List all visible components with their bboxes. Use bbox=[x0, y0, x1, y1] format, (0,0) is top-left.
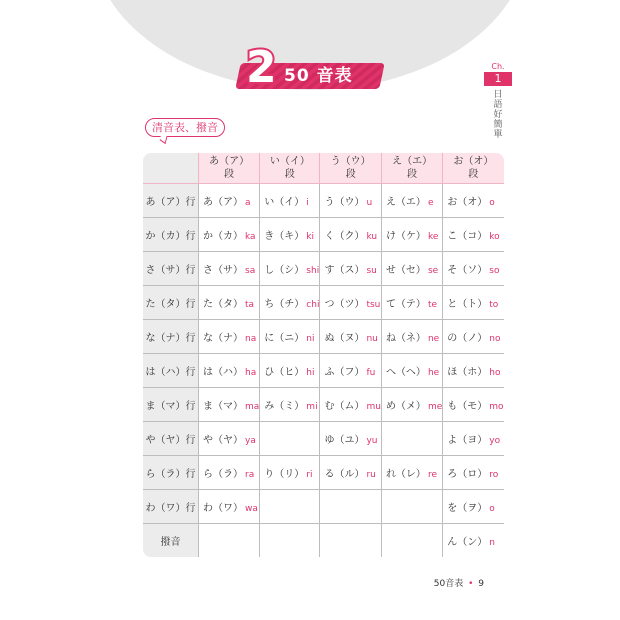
kana-text: ふ（フ） bbox=[324, 367, 365, 378]
kana-cell bbox=[381, 252, 442, 286]
chapter-marker bbox=[482, 62, 514, 140]
kana-cell bbox=[259, 388, 319, 422]
romaji-text: ha bbox=[245, 368, 257, 378]
kana-cell bbox=[442, 456, 503, 490]
row-header: か（カ）行 bbox=[143, 218, 198, 252]
kana-cell bbox=[198, 218, 259, 252]
kana-cell bbox=[198, 354, 259, 388]
romaji-text: ru bbox=[366, 470, 376, 480]
kana-cell bbox=[442, 252, 503, 286]
kana-cell bbox=[259, 524, 319, 557]
row-header: ま（マ）行 bbox=[143, 388, 198, 422]
romaji-text: hi bbox=[306, 368, 315, 378]
romaji-text: fu bbox=[366, 368, 376, 378]
kana-text: を（ヲ） bbox=[447, 503, 488, 514]
romaji-text: o bbox=[489, 198, 495, 208]
row-header: た（タ）行 bbox=[143, 286, 198, 320]
kana-cell bbox=[442, 354, 503, 388]
footer-separator: • bbox=[468, 579, 474, 589]
chapter-title: 日語好簡單 bbox=[493, 90, 503, 140]
kana-text: な（ナ） bbox=[203, 333, 243, 344]
kana-text: う（ウ） bbox=[324, 197, 365, 208]
kana-cell bbox=[198, 524, 259, 557]
kana-cell bbox=[259, 422, 319, 456]
kana-text: こ（コ） bbox=[447, 231, 488, 242]
romaji-text: so bbox=[489, 266, 500, 276]
table-row bbox=[143, 184, 504, 218]
row-header: な（ナ）行 bbox=[143, 320, 198, 354]
kana-cell bbox=[259, 320, 319, 354]
kana-cell bbox=[442, 320, 503, 354]
table-row bbox=[143, 320, 504, 354]
romaji-text: ke bbox=[427, 232, 439, 242]
kana-cell bbox=[381, 286, 442, 320]
kana-text: し（シ） bbox=[264, 265, 305, 276]
kana-cell bbox=[259, 354, 319, 388]
kana-cell bbox=[198, 286, 259, 320]
row-header: わ（ワ）行 bbox=[143, 490, 198, 524]
kana-text: ろ（ロ） bbox=[447, 469, 488, 480]
kana-cell bbox=[198, 184, 259, 218]
romaji-text: mo bbox=[489, 402, 504, 412]
romaji-text: ku bbox=[366, 232, 378, 242]
table-row bbox=[143, 456, 504, 490]
romaji-text: i bbox=[306, 198, 309, 208]
romaji-text: re bbox=[427, 470, 437, 480]
kana-text: き（キ） bbox=[264, 231, 305, 242]
kana-cell bbox=[442, 184, 503, 218]
kana-text: の（ノ） bbox=[447, 333, 488, 344]
row-header: や（ヤ）行 bbox=[143, 422, 198, 456]
kana-cell bbox=[381, 422, 442, 456]
kana-text: せ（セ） bbox=[385, 265, 426, 276]
kana-cell bbox=[198, 422, 259, 456]
romaji-text: o bbox=[489, 504, 495, 514]
kana-cell bbox=[259, 184, 319, 218]
kana-text: へ（ヘ） bbox=[385, 367, 426, 378]
section-tag: 清音表、撥音 bbox=[145, 118, 225, 137]
romaji-text: shi bbox=[306, 266, 320, 276]
romaji-text: ko bbox=[489, 232, 500, 242]
kana-cell bbox=[319, 218, 380, 252]
kana-cell bbox=[319, 490, 380, 524]
kana-cell bbox=[198, 320, 259, 354]
romaji-text: ne bbox=[427, 334, 440, 344]
kana-text: も（モ） bbox=[447, 401, 488, 412]
kana-text: む（ム） bbox=[324, 401, 365, 412]
kana-cell bbox=[319, 354, 380, 388]
kana-cell bbox=[259, 456, 319, 490]
column-header: あ（ア） 段 bbox=[198, 153, 259, 184]
romaji-text: a bbox=[245, 198, 251, 208]
romaji-text: nu bbox=[366, 334, 378, 344]
kana-cell bbox=[381, 218, 442, 252]
romaji-text: ri bbox=[306, 470, 313, 480]
table-row bbox=[143, 286, 504, 320]
kana-cell bbox=[319, 422, 380, 456]
kana-cell bbox=[442, 286, 503, 320]
kana-text: や（ヤ） bbox=[203, 435, 243, 446]
kana-cell bbox=[442, 388, 503, 422]
romaji-text: u bbox=[366, 198, 373, 208]
chapter-section-number: 2 bbox=[246, 42, 275, 93]
romaji-text: yu bbox=[366, 436, 378, 446]
table-row bbox=[143, 524, 504, 557]
table-row bbox=[143, 422, 504, 456]
kana-text: に（ニ） bbox=[264, 333, 305, 344]
kana-text: ち（チ） bbox=[264, 299, 305, 310]
kana-cell bbox=[381, 320, 442, 354]
kana-text: み（ミ） bbox=[264, 401, 305, 412]
romaji-text: ta bbox=[245, 300, 255, 310]
kana-cell bbox=[381, 524, 442, 557]
page-footer bbox=[0, 576, 484, 589]
romaji-text: se bbox=[427, 266, 439, 276]
romaji-text: me bbox=[427, 402, 443, 412]
kana-cell bbox=[442, 490, 503, 524]
romaji-text: ra bbox=[245, 470, 255, 480]
romaji-text: ki bbox=[306, 232, 315, 242]
table-header-row bbox=[143, 153, 504, 184]
kana-text: る（ル） bbox=[324, 469, 365, 480]
kana-text: よ（ヨ） bbox=[447, 435, 488, 446]
kana-text: た（タ） bbox=[203, 299, 243, 310]
kana-cell bbox=[381, 456, 442, 490]
romaji-text: wa bbox=[245, 504, 258, 514]
kana-text: す（ス） bbox=[324, 265, 365, 276]
kana-cell bbox=[442, 422, 503, 456]
romaji-text: te bbox=[427, 300, 438, 310]
column-header: お（オ） 段 bbox=[442, 153, 503, 184]
table-row bbox=[143, 354, 504, 388]
table-corner bbox=[143, 153, 198, 184]
romaji-text: he bbox=[427, 368, 440, 378]
row-header: は（ハ）行 bbox=[143, 354, 198, 388]
kana-cell bbox=[319, 252, 380, 286]
kana-text: そ（ソ） bbox=[447, 265, 488, 276]
table-row bbox=[143, 490, 504, 524]
kana-cell bbox=[198, 388, 259, 422]
romaji-text: ya bbox=[245, 436, 256, 446]
romaji-text: mu bbox=[366, 402, 381, 412]
row-header: ら（ラ）行 bbox=[143, 456, 198, 490]
kana-cell bbox=[259, 252, 319, 286]
kana-cell bbox=[319, 456, 380, 490]
kana-cell bbox=[381, 184, 442, 218]
kana-text: り（リ） bbox=[264, 469, 305, 480]
romaji-text: tsu bbox=[366, 300, 381, 310]
kana-cell bbox=[381, 490, 442, 524]
kana-text: け（ケ） bbox=[385, 231, 426, 242]
kana-text: い（イ） bbox=[264, 197, 305, 208]
romaji-text: ho bbox=[489, 368, 501, 378]
kana-text: ゆ（ユ） bbox=[324, 435, 365, 446]
kana-text: お（オ） bbox=[447, 197, 488, 208]
kana-text: つ（ツ） bbox=[324, 299, 365, 310]
kana-table bbox=[143, 153, 504, 557]
kana-cell bbox=[198, 252, 259, 286]
kana-text: め（メ） bbox=[385, 401, 426, 412]
kana-cell bbox=[319, 524, 380, 557]
kana-cell bbox=[198, 490, 259, 524]
row-header: 撥音 bbox=[143, 524, 198, 557]
kana-cell bbox=[381, 354, 442, 388]
kana-text: ほ（ホ） bbox=[447, 367, 488, 378]
chapter-number: 1 bbox=[484, 72, 512, 86]
kana-text: ひ（ヒ） bbox=[264, 367, 305, 378]
page-number: 9 bbox=[478, 579, 484, 589]
kana-text: と（ト） bbox=[447, 299, 488, 310]
kana-text: か（カ） bbox=[203, 231, 243, 242]
page-title: 50 音表 bbox=[284, 66, 353, 86]
kana-text: ま（マ） bbox=[203, 401, 243, 412]
romaji-text: ro bbox=[489, 470, 499, 480]
romaji-text: sa bbox=[245, 266, 256, 276]
row-header: あ（ア）行 bbox=[143, 184, 198, 218]
kana-cell bbox=[442, 218, 503, 252]
kana-cell bbox=[259, 286, 319, 320]
kana-cell bbox=[319, 184, 380, 218]
kana-text: れ（レ） bbox=[385, 469, 426, 480]
romaji-text: na bbox=[245, 334, 257, 344]
romaji-text: yo bbox=[489, 436, 501, 446]
column-header: い（イ） 段 bbox=[259, 153, 319, 184]
romaji-text: no bbox=[489, 334, 501, 344]
kana-text: え（エ） bbox=[385, 197, 426, 208]
chapter-label: Ch. bbox=[491, 62, 505, 71]
romaji-text: ka bbox=[245, 232, 256, 242]
romaji-text: ni bbox=[306, 334, 315, 344]
kana-text: て（テ） bbox=[385, 299, 426, 310]
romaji-text: su bbox=[366, 266, 377, 276]
footer-section: 50音表 bbox=[433, 579, 464, 589]
romaji-text: to bbox=[489, 300, 499, 310]
romaji-text: mi bbox=[306, 402, 318, 412]
table-row bbox=[143, 218, 504, 252]
kana-text: ん（ン） bbox=[447, 537, 488, 548]
table-row bbox=[143, 388, 504, 422]
romaji-text: ma bbox=[245, 402, 260, 412]
kana-cell bbox=[259, 490, 319, 524]
kana-cell bbox=[319, 388, 380, 422]
kana-cell bbox=[198, 456, 259, 490]
kana-text: ぬ（ヌ） bbox=[324, 333, 365, 344]
table-row bbox=[143, 252, 504, 286]
kana-cell bbox=[442, 524, 503, 557]
kana-text: は（ハ） bbox=[203, 367, 243, 378]
kana-text: く（ク） bbox=[324, 231, 365, 242]
kana-cell bbox=[319, 320, 380, 354]
kana-text: ね（ネ） bbox=[385, 333, 426, 344]
romaji-text: n bbox=[489, 538, 495, 548]
kana-cell bbox=[259, 218, 319, 252]
row-header: さ（サ）行 bbox=[143, 252, 198, 286]
column-header: え（エ） 段 bbox=[381, 153, 442, 184]
romaji-text: chi bbox=[306, 300, 320, 310]
column-header: う（ウ） 段 bbox=[319, 153, 380, 184]
kana-text: さ（サ） bbox=[203, 265, 243, 276]
kana-cell bbox=[381, 388, 442, 422]
kana-text: あ（ア） bbox=[203, 197, 243, 208]
kana-text: わ（ワ） bbox=[203, 503, 243, 514]
kana-cell bbox=[319, 286, 380, 320]
kana-text: ら（ラ） bbox=[203, 469, 243, 480]
romaji-text: e bbox=[427, 198, 434, 208]
